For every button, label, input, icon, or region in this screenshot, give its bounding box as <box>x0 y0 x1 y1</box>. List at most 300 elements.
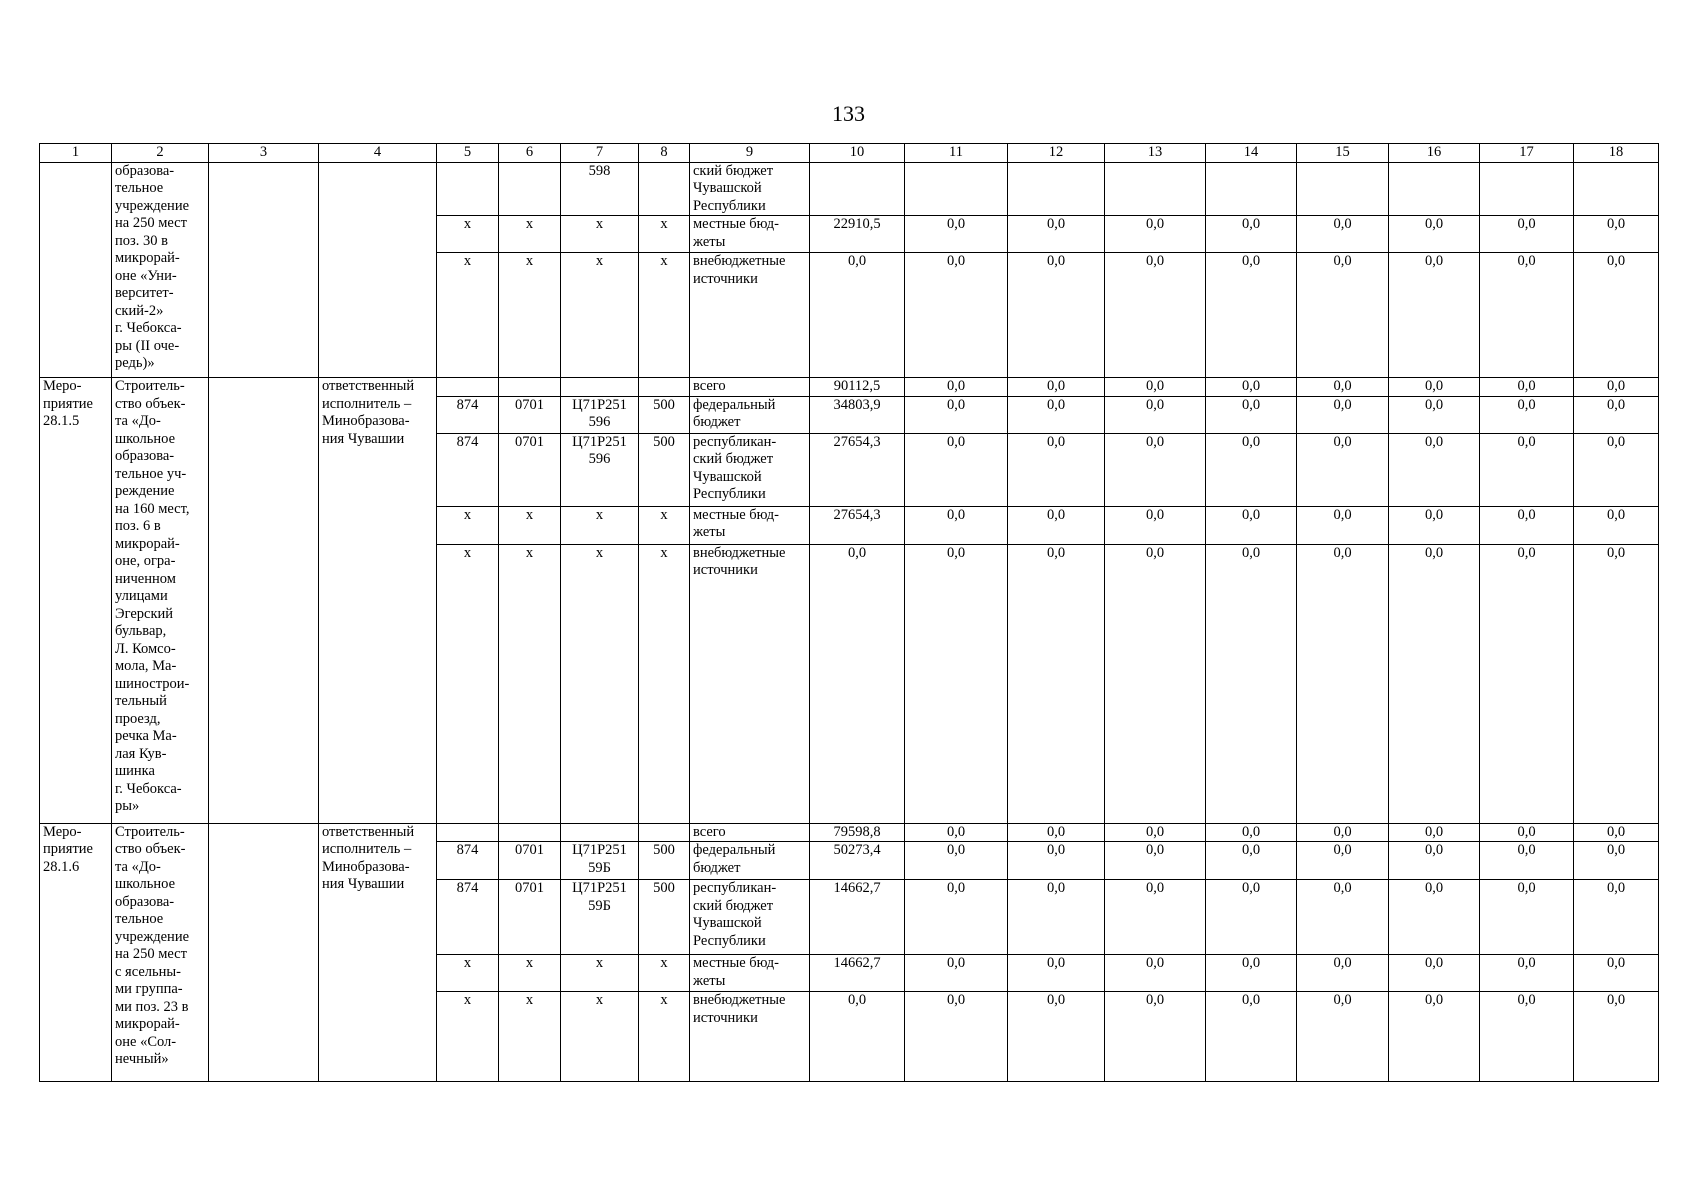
funding-source-line: республикан- <box>693 880 777 896</box>
value-col-18: 0,0 <box>1574 823 1659 842</box>
value-col-17: 0,0 <box>1480 823 1574 842</box>
code-c6: x <box>499 506 561 544</box>
code-c6: x <box>499 253 561 378</box>
code-c6: 0701 <box>499 433 561 506</box>
funding-source-line: всего <box>693 823 726 840</box>
code-c8: x <box>639 506 690 544</box>
code-c5: 874 <box>437 396 499 433</box>
measure-label-cell <box>40 162 112 378</box>
funding-source-line: Республики <box>693 197 766 214</box>
code-c8: 500 <box>639 842 690 880</box>
object-name-line: редь)» <box>115 355 155 371</box>
value-col-17: 0,0 <box>1480 992 1574 1082</box>
code-c7: Ц71Р251 59Б <box>561 880 639 955</box>
value-col-16: 0,0 <box>1389 433 1480 506</box>
object-name-line: на 250 мест <box>115 215 187 231</box>
value-col-12: 0,0 <box>1008 396 1105 433</box>
value-col-16: 0,0 <box>1389 842 1480 880</box>
value-col-10: 0,0 <box>810 253 905 378</box>
value-col-15: 0,0 <box>1297 955 1389 992</box>
value-col-16: 0,0 <box>1389 823 1480 842</box>
header-col-2: 2 <box>112 144 209 163</box>
code-c8: x <box>639 544 690 823</box>
value-col-13: 0,0 <box>1105 253 1206 378</box>
code-c5: x <box>437 992 499 1082</box>
object-name-line: микрорай- <box>115 535 180 552</box>
header-col-17: 17 <box>1480 144 1574 163</box>
funding-source-line: Республики <box>693 486 766 502</box>
value-col-12: 0,0 <box>1008 842 1105 880</box>
object-name-line: мола, Ма- <box>115 658 177 674</box>
header-col-8: 8 <box>639 144 690 163</box>
value-col-18: 0,0 <box>1574 396 1659 433</box>
code-c7: x <box>561 253 639 378</box>
value-col-14: 0,0 <box>1206 216 1297 253</box>
object-name-line: Л. Комсо- <box>115 640 176 657</box>
value-col-14: 0,0 <box>1206 378 1297 397</box>
value-col-10: 22910,5 <box>810 216 905 253</box>
measure-label <box>40 823 112 1082</box>
object-name-line: ми группа- <box>115 981 183 997</box>
funding-source-line: ский бюджет <box>693 897 774 914</box>
value-col-15: 0,0 <box>1297 823 1389 842</box>
value-col-13: 0,0 <box>1105 378 1206 397</box>
header-col-13: 13 <box>1105 144 1206 163</box>
value-col-10: 90112,5 <box>810 378 905 397</box>
value-col-10: 0,0 <box>810 544 905 823</box>
funding-source-line: источники <box>693 270 758 287</box>
value-col-16 <box>1389 162 1480 216</box>
value-col-15: 0,0 <box>1297 253 1389 378</box>
object-name-line: г. Чебокса- <box>115 320 182 336</box>
object-name-line: шинострои- <box>115 675 190 692</box>
value-col-17: 0,0 <box>1480 544 1574 823</box>
code-c8: 500 <box>639 433 690 506</box>
funding-source-line: внебюджетные <box>693 992 786 1008</box>
code-c6 <box>499 378 561 397</box>
value-col-15: 0,0 <box>1297 992 1389 1082</box>
value-col-10: 27654,3 <box>810 433 905 506</box>
code-c5: x <box>437 253 499 378</box>
code-c7: x <box>561 544 639 823</box>
value-col-11: 0,0 <box>905 506 1008 544</box>
value-col-18: 0,0 <box>1574 544 1659 823</box>
header-col-12: 12 <box>1008 144 1105 163</box>
object-name-line: ство объек- <box>115 395 186 412</box>
value-col-14: 0,0 <box>1206 433 1297 506</box>
code-c7 <box>561 378 639 397</box>
code-c6: x <box>499 955 561 992</box>
value-col-11: 0,0 <box>905 216 1008 253</box>
header-col-11: 11 <box>905 144 1008 163</box>
value-col-18: 0,0 <box>1574 992 1659 1082</box>
value-col-15: 0,0 <box>1297 433 1389 506</box>
code-c8 <box>639 378 690 397</box>
code-c5 <box>437 823 499 842</box>
header-col-10: 10 <box>810 144 905 163</box>
object-name-line: ры» <box>115 798 140 814</box>
value-col-17: 0,0 <box>1480 378 1574 397</box>
code-c7: Ц71Р251 596 <box>561 433 639 506</box>
value-col-18: 0,0 <box>1574 955 1659 992</box>
funding-source <box>690 162 810 216</box>
value-col-11: 0,0 <box>905 955 1008 992</box>
funding-source-line: местные бюд- <box>693 216 779 232</box>
funding-source-line: Республики <box>693 932 766 949</box>
code-c8: x <box>639 992 690 1082</box>
code-c6: x <box>499 544 561 823</box>
code-c7: x <box>561 955 639 992</box>
object-name-line: ми поз. 23 в <box>115 998 189 1015</box>
object-name-line: с ясельны- <box>115 963 181 980</box>
object-name-line: оне, огра- <box>115 553 176 569</box>
value-col-10 <box>810 162 905 216</box>
value-col-10: 79598,8 <box>810 823 905 842</box>
code-c6 <box>499 823 561 842</box>
value-col-18: 0,0 <box>1574 433 1659 506</box>
code-c6: 0701 <box>499 842 561 880</box>
value-col-16: 0,0 <box>1389 396 1480 433</box>
value-col-14: 0,0 <box>1206 955 1297 992</box>
value-col-13: 0,0 <box>1105 842 1206 880</box>
executor-line: ния Чувашии <box>322 430 405 447</box>
header-col-7: 7 <box>561 144 639 163</box>
funding-source <box>690 842 810 880</box>
value-col-13: 0,0 <box>1105 216 1206 253</box>
object-name-line: реждение <box>115 483 175 499</box>
value-col-17: 0,0 <box>1480 955 1574 992</box>
value-col-10: 34803,9 <box>810 396 905 433</box>
funding-source-line: жеты <box>693 233 726 250</box>
funding-source-line: Чувашской <box>693 468 762 485</box>
value-col-14 <box>1206 162 1297 216</box>
measure-label-line: Меро- <box>43 378 82 394</box>
object-name-line: проезд, <box>115 710 161 727</box>
funding-source-line: внебюджетные <box>693 253 786 269</box>
funding-source-line: местные бюд- <box>693 955 779 971</box>
funding-source-line: Чувашской <box>693 180 762 196</box>
value-col-15: 0,0 <box>1297 506 1389 544</box>
value-col-11: 0,0 <box>905 253 1008 378</box>
object-name-line: образова- <box>115 893 175 910</box>
value-col-10: 0,0 <box>810 992 905 1082</box>
measure-label <box>40 378 112 824</box>
funding-source <box>690 880 810 955</box>
funding-source <box>690 823 810 842</box>
measure-label-line: 28.1.5 <box>43 413 80 429</box>
value-col-18: 0,0 <box>1574 378 1659 397</box>
object-name-line: Эгерский <box>115 605 174 622</box>
object-name-line: на 250 мест <box>115 946 187 962</box>
funding-source <box>690 378 810 397</box>
funding-source <box>690 396 810 433</box>
value-col-17: 0,0 <box>1480 253 1574 378</box>
value-col-16: 0,0 <box>1389 506 1480 544</box>
value-col-14: 0,0 <box>1206 506 1297 544</box>
value-col-12: 0,0 <box>1008 216 1105 253</box>
object-name-line: микрорай- <box>115 1016 180 1032</box>
code-c5 <box>437 378 499 397</box>
value-col-14: 0,0 <box>1206 823 1297 842</box>
value-col-13: 0,0 <box>1105 955 1206 992</box>
value-col-12: 0,0 <box>1008 253 1105 378</box>
value-col-12: 0,0 <box>1008 433 1105 506</box>
executor-line: ния Чувашии <box>322 876 405 892</box>
code-c6: x <box>499 216 561 253</box>
value-col-18: 0,0 <box>1574 880 1659 955</box>
executor-line: Минобразова- <box>322 413 410 429</box>
value-col-14: 0,0 <box>1206 253 1297 378</box>
code-c8 <box>639 823 690 842</box>
header-col-5: 5 <box>437 144 499 163</box>
executor-line: Минобразова- <box>322 858 410 875</box>
value-col-11: 0,0 <box>905 992 1008 1082</box>
code-c8: 500 <box>639 396 690 433</box>
value-col-11: 0,0 <box>905 544 1008 823</box>
code-c6: 0701 <box>499 396 561 433</box>
table-row <box>40 162 1659 216</box>
object-name-line: школьное <box>115 430 176 447</box>
header-col-18: 18 <box>1574 144 1659 163</box>
code-c6 <box>499 162 561 216</box>
value-col-12: 0,0 <box>1008 544 1105 823</box>
value-col-17: 0,0 <box>1480 506 1574 544</box>
funding-source-line: внебюджетные <box>693 544 786 561</box>
object-name-line: речка Ма- <box>115 728 177 744</box>
value-col-12: 0,0 <box>1008 955 1105 992</box>
funding-source-line: бюджет <box>693 414 741 430</box>
value-col-13: 0,0 <box>1105 433 1206 506</box>
value-col-18: 0,0 <box>1574 253 1659 378</box>
page-number: 133 <box>832 101 865 126</box>
object-name-line: ский-2» <box>115 302 164 319</box>
object-name-line: ры (II оче- <box>115 337 180 354</box>
object-name-line: Строитель- <box>115 378 185 394</box>
executor-line: ответственный <box>322 823 415 840</box>
funding-source-line: жеты <box>693 972 726 989</box>
value-col-14: 0,0 <box>1206 544 1297 823</box>
funding-source-line: всего <box>693 378 726 394</box>
code-c6: x <box>499 992 561 1082</box>
value-col-13: 0,0 <box>1105 880 1206 955</box>
code-c8: x <box>639 955 690 992</box>
column-3-cell <box>209 162 319 378</box>
table-row <box>40 378 1659 397</box>
value-col-10: 27654,3 <box>810 506 905 544</box>
value-col-15 <box>1297 162 1389 216</box>
value-col-13: 0,0 <box>1105 544 1206 823</box>
value-col-13: 0,0 <box>1105 992 1206 1082</box>
measure-label-line: 28.1.6 <box>43 858 80 875</box>
measure-label-line: Меро- <box>43 823 82 840</box>
code-c7: x <box>561 506 639 544</box>
value-col-17: 0,0 <box>1480 433 1574 506</box>
code-c7: 598 <box>561 162 639 216</box>
code-c7: Ц71Р251 59Б <box>561 842 639 880</box>
value-col-15: 0,0 <box>1297 396 1389 433</box>
executor <box>319 823 437 1082</box>
value-col-12: 0,0 <box>1008 378 1105 397</box>
value-col-16: 0,0 <box>1389 378 1480 397</box>
executor-line: исполнитель – <box>322 841 412 857</box>
value-col-15: 0,0 <box>1297 216 1389 253</box>
object-name-line: оне «Сол- <box>115 1033 177 1050</box>
code-c5: 874 <box>437 880 499 955</box>
header-col-1: 1 <box>40 144 112 163</box>
value-col-15: 0,0 <box>1297 842 1389 880</box>
header-col-6: 6 <box>499 144 561 163</box>
object-name-line: микрорай- <box>115 250 180 266</box>
object-name-line: бульвар, <box>115 623 167 639</box>
header-col-9: 9 <box>690 144 810 163</box>
value-col-14: 0,0 <box>1206 396 1297 433</box>
object-name-line: тельное <box>115 911 164 927</box>
object-name-line: тельный <box>115 693 167 709</box>
executor <box>319 378 437 824</box>
code-c5: x <box>437 955 499 992</box>
code-c8 <box>639 162 690 216</box>
value-col-15: 0,0 <box>1297 378 1389 397</box>
header-col-14: 14 <box>1206 144 1297 163</box>
code-c6: 0701 <box>499 880 561 955</box>
executor-line: исполнитель – <box>322 395 412 412</box>
object-name-line: тельное уч- <box>115 465 187 482</box>
funding-source <box>690 955 810 992</box>
header-col-15: 15 <box>1297 144 1389 163</box>
header-col-4: 4 <box>319 144 437 163</box>
value-col-16: 0,0 <box>1389 544 1480 823</box>
value-col-18: 0,0 <box>1574 842 1659 880</box>
code-c5 <box>437 162 499 216</box>
object-name-line: поз. 6 в <box>115 518 161 534</box>
funding-source-line: ский бюджет <box>693 162 774 179</box>
code-c5: x <box>437 544 499 823</box>
funding-source-line: бюджет <box>693 859 741 876</box>
code-c8: x <box>639 253 690 378</box>
column-3-cell <box>209 378 319 824</box>
value-col-18: 0,0 <box>1574 506 1659 544</box>
code-c7 <box>561 823 639 842</box>
object-name-line: улицами <box>115 588 168 604</box>
header-row <box>40 144 1659 163</box>
code-c8: 500 <box>639 880 690 955</box>
value-col-18: 0,0 <box>1574 216 1659 253</box>
object-name-line: учреждение <box>115 197 190 214</box>
object-name-line: образова- <box>115 162 175 179</box>
object-name-line: та «До- <box>115 413 161 429</box>
value-col-10: 14662,7 <box>810 955 905 992</box>
object-name-line: лая Кув- <box>115 745 167 762</box>
value-col-12: 0,0 <box>1008 992 1105 1082</box>
executor-line: ответственный <box>322 378 415 394</box>
funding-source <box>690 253 810 378</box>
object-name-line: поз. 30 в <box>115 232 168 249</box>
code-c5: x <box>437 216 499 253</box>
value-col-16: 0,0 <box>1389 216 1480 253</box>
funding-source-line: Чувашской <box>693 915 762 931</box>
object-name-line: нечный» <box>115 1051 169 1067</box>
code-c8: x <box>639 216 690 253</box>
measure-label-line: приятие <box>43 395 93 412</box>
code-c7: x <box>561 216 639 253</box>
object-name-line: тельное <box>115 180 164 196</box>
budget-table <box>39 143 1659 1082</box>
value-col-13: 0,0 <box>1105 396 1206 433</box>
object-name <box>112 378 209 824</box>
value-col-17: 0,0 <box>1480 216 1574 253</box>
value-col-16: 0,0 <box>1389 955 1480 992</box>
value-col-11: 0,0 <box>905 823 1008 842</box>
funding-source <box>690 544 810 823</box>
object-name-line: шинка <box>115 763 155 779</box>
object-name-line: Строитель- <box>115 823 185 840</box>
funding-source-line: республикан- <box>693 433 777 450</box>
code-c5: 874 <box>437 433 499 506</box>
funding-source <box>690 433 810 506</box>
value-col-14: 0,0 <box>1206 880 1297 955</box>
value-col-16: 0,0 <box>1389 992 1480 1082</box>
value-col-13: 0,0 <box>1105 506 1206 544</box>
object-name-line: верситет- <box>115 285 174 301</box>
value-col-17 <box>1480 162 1574 216</box>
value-col-11: 0,0 <box>905 433 1008 506</box>
funding-source-line: жеты <box>693 524 726 540</box>
object-name-line: на 160 мест, <box>115 500 190 517</box>
funding-source <box>690 506 810 544</box>
value-col-11: 0,0 <box>905 396 1008 433</box>
value-col-12: 0,0 <box>1008 506 1105 544</box>
value-col-16: 0,0 <box>1389 253 1480 378</box>
object-name <box>112 823 209 1082</box>
value-col-17: 0,0 <box>1480 880 1574 955</box>
funding-source-line: федеральный <box>693 396 776 413</box>
value-col-10: 50273,4 <box>810 842 905 880</box>
code-c7: Ц71Р251 596 <box>561 396 639 433</box>
value-col-16: 0,0 <box>1389 880 1480 955</box>
funding-source <box>690 216 810 253</box>
object-name-line: ниченном <box>115 570 176 587</box>
value-col-14: 0,0 <box>1206 992 1297 1082</box>
object-name-line: ство объек- <box>115 841 186 857</box>
code-c7: x <box>561 992 639 1082</box>
value-col-11 <box>905 162 1008 216</box>
funding-source-line: федеральный <box>693 842 776 858</box>
funding-source-line: источники <box>693 562 758 578</box>
funding-source-line: местные бюд- <box>693 506 779 523</box>
object-name-line: оне «Уни- <box>115 267 177 284</box>
header-col-16: 16 <box>1389 144 1480 163</box>
table-row <box>40 823 1659 842</box>
measure-label-line: приятие <box>43 841 93 857</box>
object-name-line: та «До- <box>115 858 161 875</box>
value-col-18 <box>1574 162 1659 216</box>
value-col-15: 0,0 <box>1297 880 1389 955</box>
value-col-17: 0,0 <box>1480 396 1574 433</box>
column-3-cell <box>209 823 319 1082</box>
value-col-13 <box>1105 162 1206 216</box>
object-name <box>112 162 209 378</box>
value-col-12 <box>1008 162 1105 216</box>
code-c5: 874 <box>437 842 499 880</box>
value-col-17: 0,0 <box>1480 842 1574 880</box>
value-col-11: 0,0 <box>905 378 1008 397</box>
code-c5: x <box>437 506 499 544</box>
executor <box>319 162 437 378</box>
value-col-11: 0,0 <box>905 880 1008 955</box>
value-col-14: 0,0 <box>1206 842 1297 880</box>
funding-source <box>690 992 810 1082</box>
value-col-12: 0,0 <box>1008 880 1105 955</box>
